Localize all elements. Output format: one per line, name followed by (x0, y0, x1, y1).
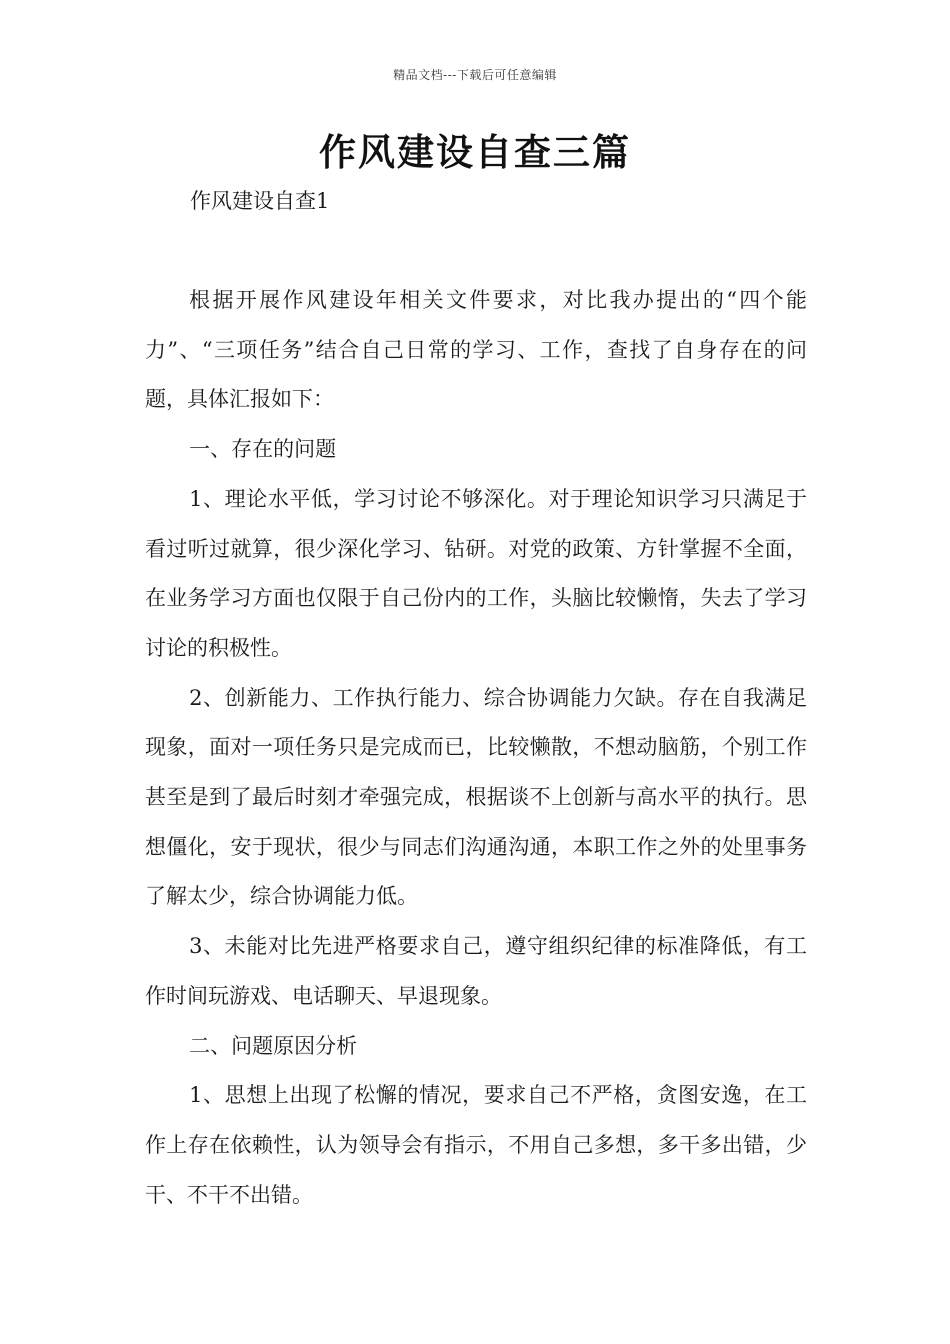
paragraph-problem-3: 3、未能对比先进严格要求自己，遵守组织纪律的标准降低，有工作时间玩游戏、电话聊天、早退现象。 (145, 934, 807, 1008)
paragraph-intro: 根据开展作风建设年相关文件要求，对比我办提出的“四个能力”、“三项任务”结合自己日常的学习、工作，查找了自身存在的问题，具体汇报如下： (145, 288, 807, 412)
document-body (145, 276, 807, 1220)
document-subtitle: 作风建设自查1 (190, 189, 330, 213)
paragraph-problem-2: 2、创新能力、工作执行能力、综合协调能力欠缺。存在自我满足现象，面对一项任务只是完成而已，比较懒散，不想动脑筋，个别工作甚至是到了最后时刻才牵强完成，根据谈不上创新与高水平的执行。思想僵化，安于现状，很少与同志们沟通沟通，本职工作之外的处里事务了解太少，综合协调能力低。 (145, 685, 807, 909)
header-note: 精品文档---下载后可任意编辑 (393, 68, 557, 82)
section-heading-problems: 一、存在的问题 (189, 437, 337, 462)
paragraph-problem-1: 1、理论水平低，学习讨论不够深化。对于理论知识学习只满足于看过听过就算，很少深化学习、钻研。对党的政策、方针掌握不全面，在业务学习方面也仅限于自己份内的工作，头脑比较懒惰，失去了学习讨论的积极性。 (145, 486, 807, 660)
paragraph-cause-1: 1、思想上出现了松懈的情况，要求自己不严格，贪图安逸，在工作上存在依赖性，认为领导会有指示，不用自己多想，多干多出错，少干、不干不出错。 (145, 1083, 807, 1207)
document-title: 作风建设自查三篇 (319, 130, 631, 174)
section-heading-causes: 二、问题原因分析 (189, 1033, 358, 1058)
